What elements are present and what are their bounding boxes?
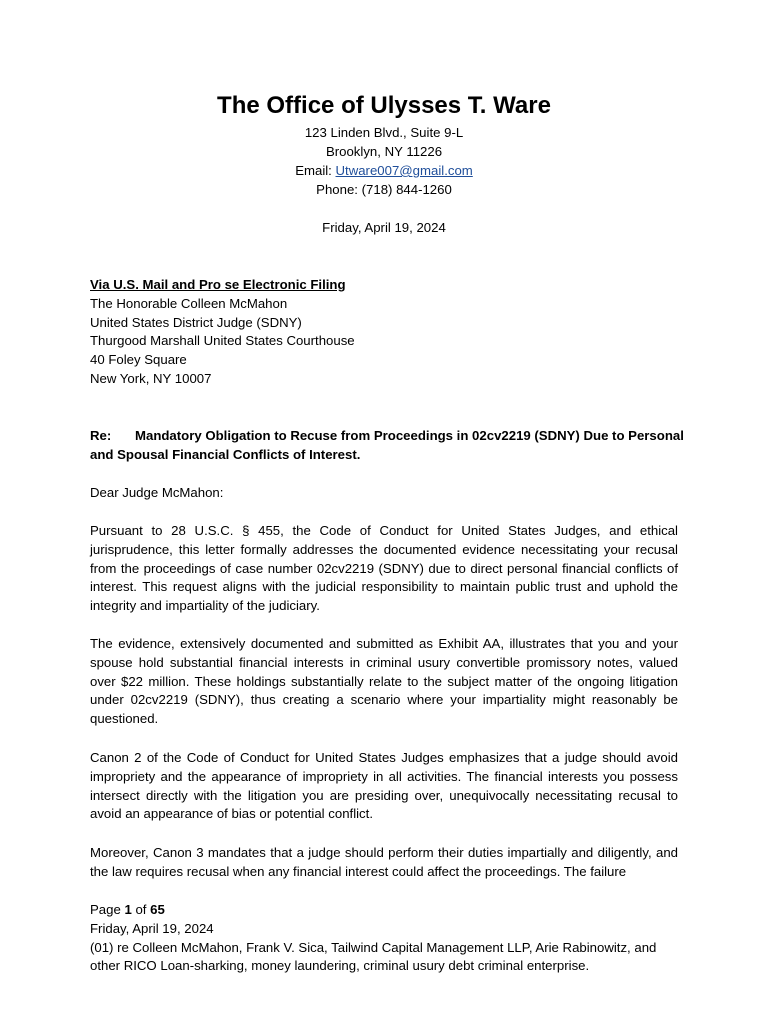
page-number	[90, 901, 690, 920]
page-current: 1	[124, 902, 132, 917]
page-footer	[90, 901, 690, 976]
email-label: Email:	[295, 163, 336, 178]
subject-label: Re:	[90, 428, 112, 443]
recipient-line: United States District Judge (SDNY)	[90, 314, 302, 330]
footer-reference-2: other RICO Loan-sharking, money laundering, criminal usury debt criminal enterprise.	[90, 958, 590, 974]
page-total: 65	[150, 902, 165, 917]
letterhead-phone: Phone: (718) 844-1260	[316, 182, 452, 197]
salutation: Dear Judge McMahon:	[90, 485, 224, 500]
letterhead-address-line2: Brooklyn, NY 11226	[325, 144, 443, 159]
letterhead-address-line1: 123 Linden Blvd., Suite 9-L	[304, 125, 464, 140]
page-prefix: Page	[90, 902, 125, 917]
letterhead-title: The Office of Ulysses T. Ware	[217, 92, 551, 119]
recipient-block	[90, 276, 678, 389]
recipient-line: New York, NY 10007	[90, 370, 212, 386]
recipient-line: 40 Foley Square	[90, 352, 187, 368]
letterhead-email	[0, 162, 768, 181]
letter-date: Friday, April 19, 2024	[322, 220, 446, 235]
recipient-line: Thurgood Marshall United States Courthouse	[90, 333, 355, 349]
page-of: of	[131, 902, 151, 917]
body-paragraph-4: Moreover, Canon 3 mandates that a judge should perform their duties impartially and diligently, and the law requires recusal when any financial interest could affect the proceedings. The failure	[90, 845, 678, 879]
delivery-method: Via U.S. Mail and Pro se Electronic Filing	[90, 277, 346, 292]
body-paragraph-1: Pursuant to 28 U.S.C. § 455, the Code of Conduct for United States Judges, and ethical jurisprudence, this letter formally addresses the documented evidence necessitating your recusal from the proceedings of case number 02cv2219 (SDNY) due to direct personal financial conflicts of interest. This request aligns with the judicial responsibility to maintain public trust and uphold the integrity and impartiality of the judiciary.	[90, 523, 678, 614]
email-link[interactable]: Utware007@gmail.com	[335, 163, 473, 178]
body-paragraph-3: Canon 2 of the Code of Conduct for United States Judges emphasizes that a judge should avoid impropriety and the appearance of impropriety in all activities. The financial interests you possess intersect directly with the litigation you are presiding over, unequivocally necessitating recusal to avoid an appearance of bias or potential conflict.	[90, 750, 678, 822]
subject-text-1: Mandatory Obligation to Recuse from Proceedings in 02cv2219 (SDNY) Due to Personal	[135, 428, 684, 443]
subject-line	[90, 427, 684, 465]
body-paragraph-2: The evidence, extensively documented and submitted as Exhibit AA, illustrates that you and your spouse hold substantial financial interests in criminal usury convertible promissory notes, valued over $22 million. These holdings substantially relate to the subject matter of the ongoing litigation under 02cv2219 (SDNY), thus creating a scenario where your impartiality might reasonably be questioned.	[90, 636, 678, 727]
footer-reference-1: (01) re Colleen McMahon, Frank V. Sica, Tailwind Capital Management LLP, Arie Rabinowitz, and	[90, 939, 657, 955]
recipient-line: The Honorable Colleen McMahon	[90, 295, 288, 311]
footer-date: Friday, April 19, 2024	[90, 920, 214, 936]
subject-text-2: and Spousal Financial Conflicts of Interest.	[90, 446, 361, 462]
